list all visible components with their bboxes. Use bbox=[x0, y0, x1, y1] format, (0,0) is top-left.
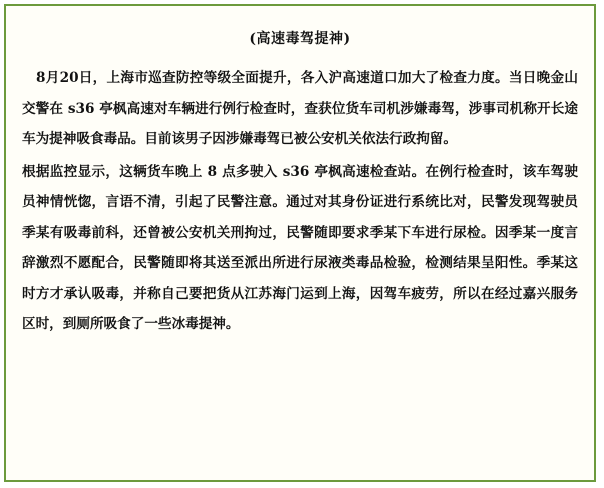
article-title: (高速毒驾提神) bbox=[249, 31, 351, 47]
article-paragraph-1: 8月20日，上海市巡查防控等级全面提升，各入沪高速道口加大了检查力度。当日晚金山交警在 s36 亭枫高速对车辆进行例行检查时，查获位货车司机涉嫌毒驾，涉事司机称开长途车为提神吸食毒品。目前该男子因涉嫌毒驾已被公安机关依法行政拘留。 bbox=[22, 70, 578, 147]
article-frame bbox=[4, 4, 596, 482]
article-paragraph-2: 根据监控显示，这辆货车晚上 8 点多驶入 s36 亭枫高速检查站。在例行检查时，该车驾驶员神情恍惚，言语不清，引起了民警注意。通过对其身份证进行系统比对，民警发现驾驶员季某有吸毒前科，还曾被公安机关刑拘过，民警随即要求季某下车进行尿检。因季某一度言辞激烈不愿配合，民警随即将其送至派出所进行尿液类毒品检验，检测结果呈阳性。季某这时方才承认吸毒，并称自己要把货从江苏海门运到上海，因驾车疲劳，所以在经过嘉兴服务区时，到厕所吸食了一些冰毒提神。 bbox=[22, 163, 578, 332]
